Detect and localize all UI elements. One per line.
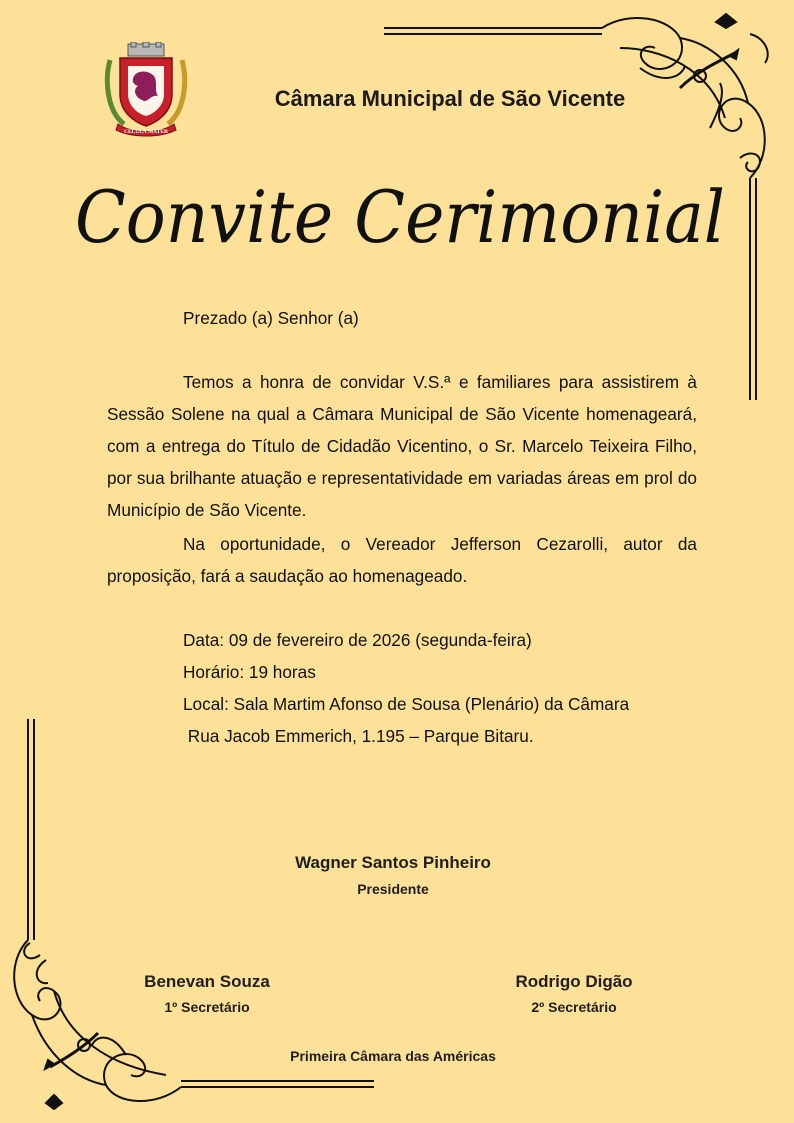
president-role: Presidente <box>357 881 429 897</box>
title-text: Convite Cerimonial <box>75 175 725 259</box>
president-name: Wagner Santos Pinheiro <box>295 853 491 872</box>
event-location: Local: Sala Martim Afonso de Sousa (Plenário) da Câmara <box>183 694 630 714</box>
event-details <box>183 624 703 752</box>
first-secretary-name: Benevan Souza <box>144 972 270 991</box>
first-secretary-role: 1º Secretário <box>164 999 250 1015</box>
footer-motto: Primeira Câmara das Américas <box>290 1048 496 1064</box>
second-secretary-role: 2º Secretário <box>531 999 617 1015</box>
event-time: Horário: 19 horas <box>183 662 316 682</box>
invitation-paragraph: Temos a honra de convidar V.S.ª e familiares para assistirem à Sessão Solene na qual a Câmara Municipal de São Vicente homenageará, com a entrega do Título de Cidadão Vicentino, o Sr. Marcelo Teixeira Filho, por sua brilhante atuação e representatividade em variadas áreas em prol do Município de São Vicente. <box>107 372 697 520</box>
second-secretary-name: Rodrigo Digão <box>515 972 633 991</box>
salutation: Prezado (a) Senhor (a) <box>183 308 359 328</box>
crest-tower-icon <box>128 42 164 56</box>
document-title <box>60 150 740 270</box>
institution-name: Câmara Municipal de São Vicente <box>274 86 626 111</box>
municipal-crest-logo <box>104 42 188 138</box>
event-address: Rua Jacob Emmerich, 1.195 – Parque Bitaru. <box>183 726 534 746</box>
event-date: Data: 09 de fevereiro de 2026 (segunda-feira) <box>183 630 532 650</box>
greeting-paragraph: Na oportunidade, o Vereador Jefferson Cezarolli, autor da proposição, fará a saudação ao homenageado. <box>107 534 697 586</box>
crest-motto: CELULA MATER <box>123 129 169 135</box>
